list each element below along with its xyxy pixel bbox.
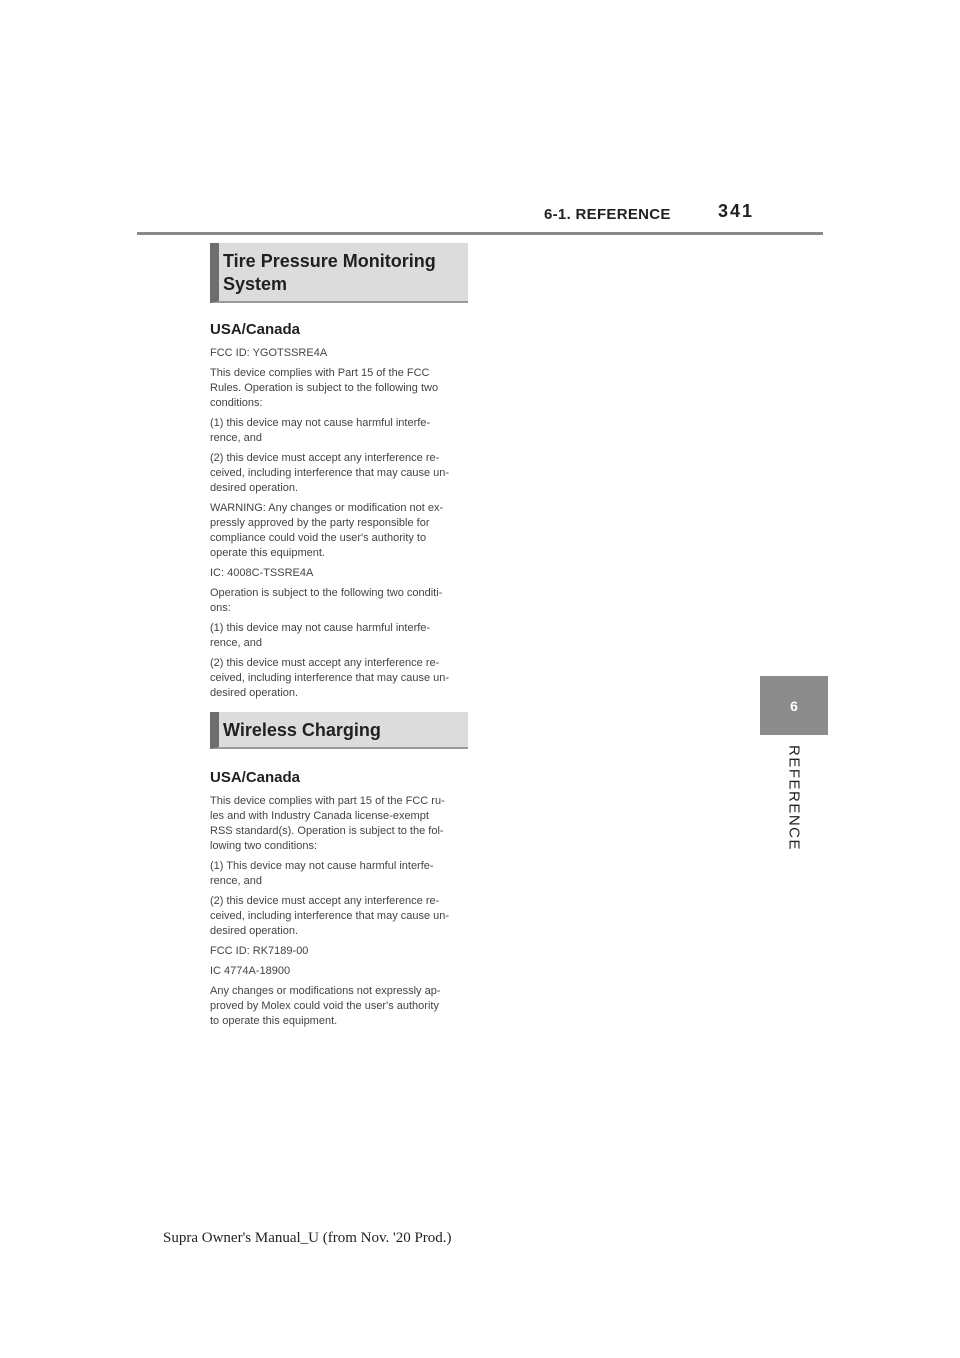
chapter-number: 6	[790, 697, 798, 714]
chapter-tab	[760, 676, 828, 735]
paragraph: (1) this device may not cause harmful interfe- rence, and	[210, 417, 431, 444]
paragraph: Operation is subject to the following two conditi- ons:	[210, 587, 443, 614]
running-header-section: 6-1. REFERENCE	[544, 206, 671, 223]
paragraph: (2) this device must accept any interference re- ceived, including interference that may cause un- desired operation.	[210, 452, 450, 494]
paragraph: IC 4774A-18900	[210, 965, 291, 977]
header-rule	[137, 232, 823, 235]
paragraph: (1) this device may not cause harmful interfe- rence, and	[210, 622, 431, 649]
paragraph: Any changes or modifications not expressly ap- proved by Molex could void the user's authority to operate this equipment.	[210, 985, 441, 1027]
page-footer: Supra Owner's Manual_U (from Nov. '20 Prod.)	[163, 1230, 452, 1246]
section-title-tpms: Tire Pressure Monitoring System	[210, 243, 468, 303]
region-heading: USA/Canada	[210, 321, 301, 338]
region-heading: USA/Canada	[210, 769, 301, 786]
paragraph: This device complies with part 15 of the FCC ru- les and with Industry Canada license-exempt RSS standard(s). Operation is subject to the fol- lowing two conditions:	[210, 795, 445, 852]
paragraph: WARNING: Any changes or modification not ex- pressly approved by the party responsible for compliance could void the user's authority to operate this equipment.	[210, 502, 444, 559]
paragraph: FCC ID: RK7189-00	[210, 945, 309, 957]
paragraph: (1) This device may not cause harmful interfe- rence, and	[210, 860, 434, 887]
section-body-tpms	[210, 321, 468, 706]
section-title-wireless-charging: Wireless Charging	[210, 712, 468, 749]
paragraph: IC: 4008C-TSSRE4A	[210, 567, 314, 579]
paragraph: (2) this device must accept any interference re- ceived, including interference that may cause un- desired operation.	[210, 657, 450, 699]
paragraph: This device complies with Part 15 of the FCC Rules. Operation is subject to the following two conditions:	[210, 367, 439, 409]
paragraph: (2) this device must accept any interference re- ceived, including interference that may cause un- desired operation.	[210, 895, 450, 937]
chapter-label: REFERENCE	[785, 744, 803, 852]
page-number: 341	[718, 201, 755, 221]
section-body-wireless-charging	[210, 769, 468, 1034]
paragraph: FCC ID: YGOTSSRE4A	[210, 347, 328, 359]
